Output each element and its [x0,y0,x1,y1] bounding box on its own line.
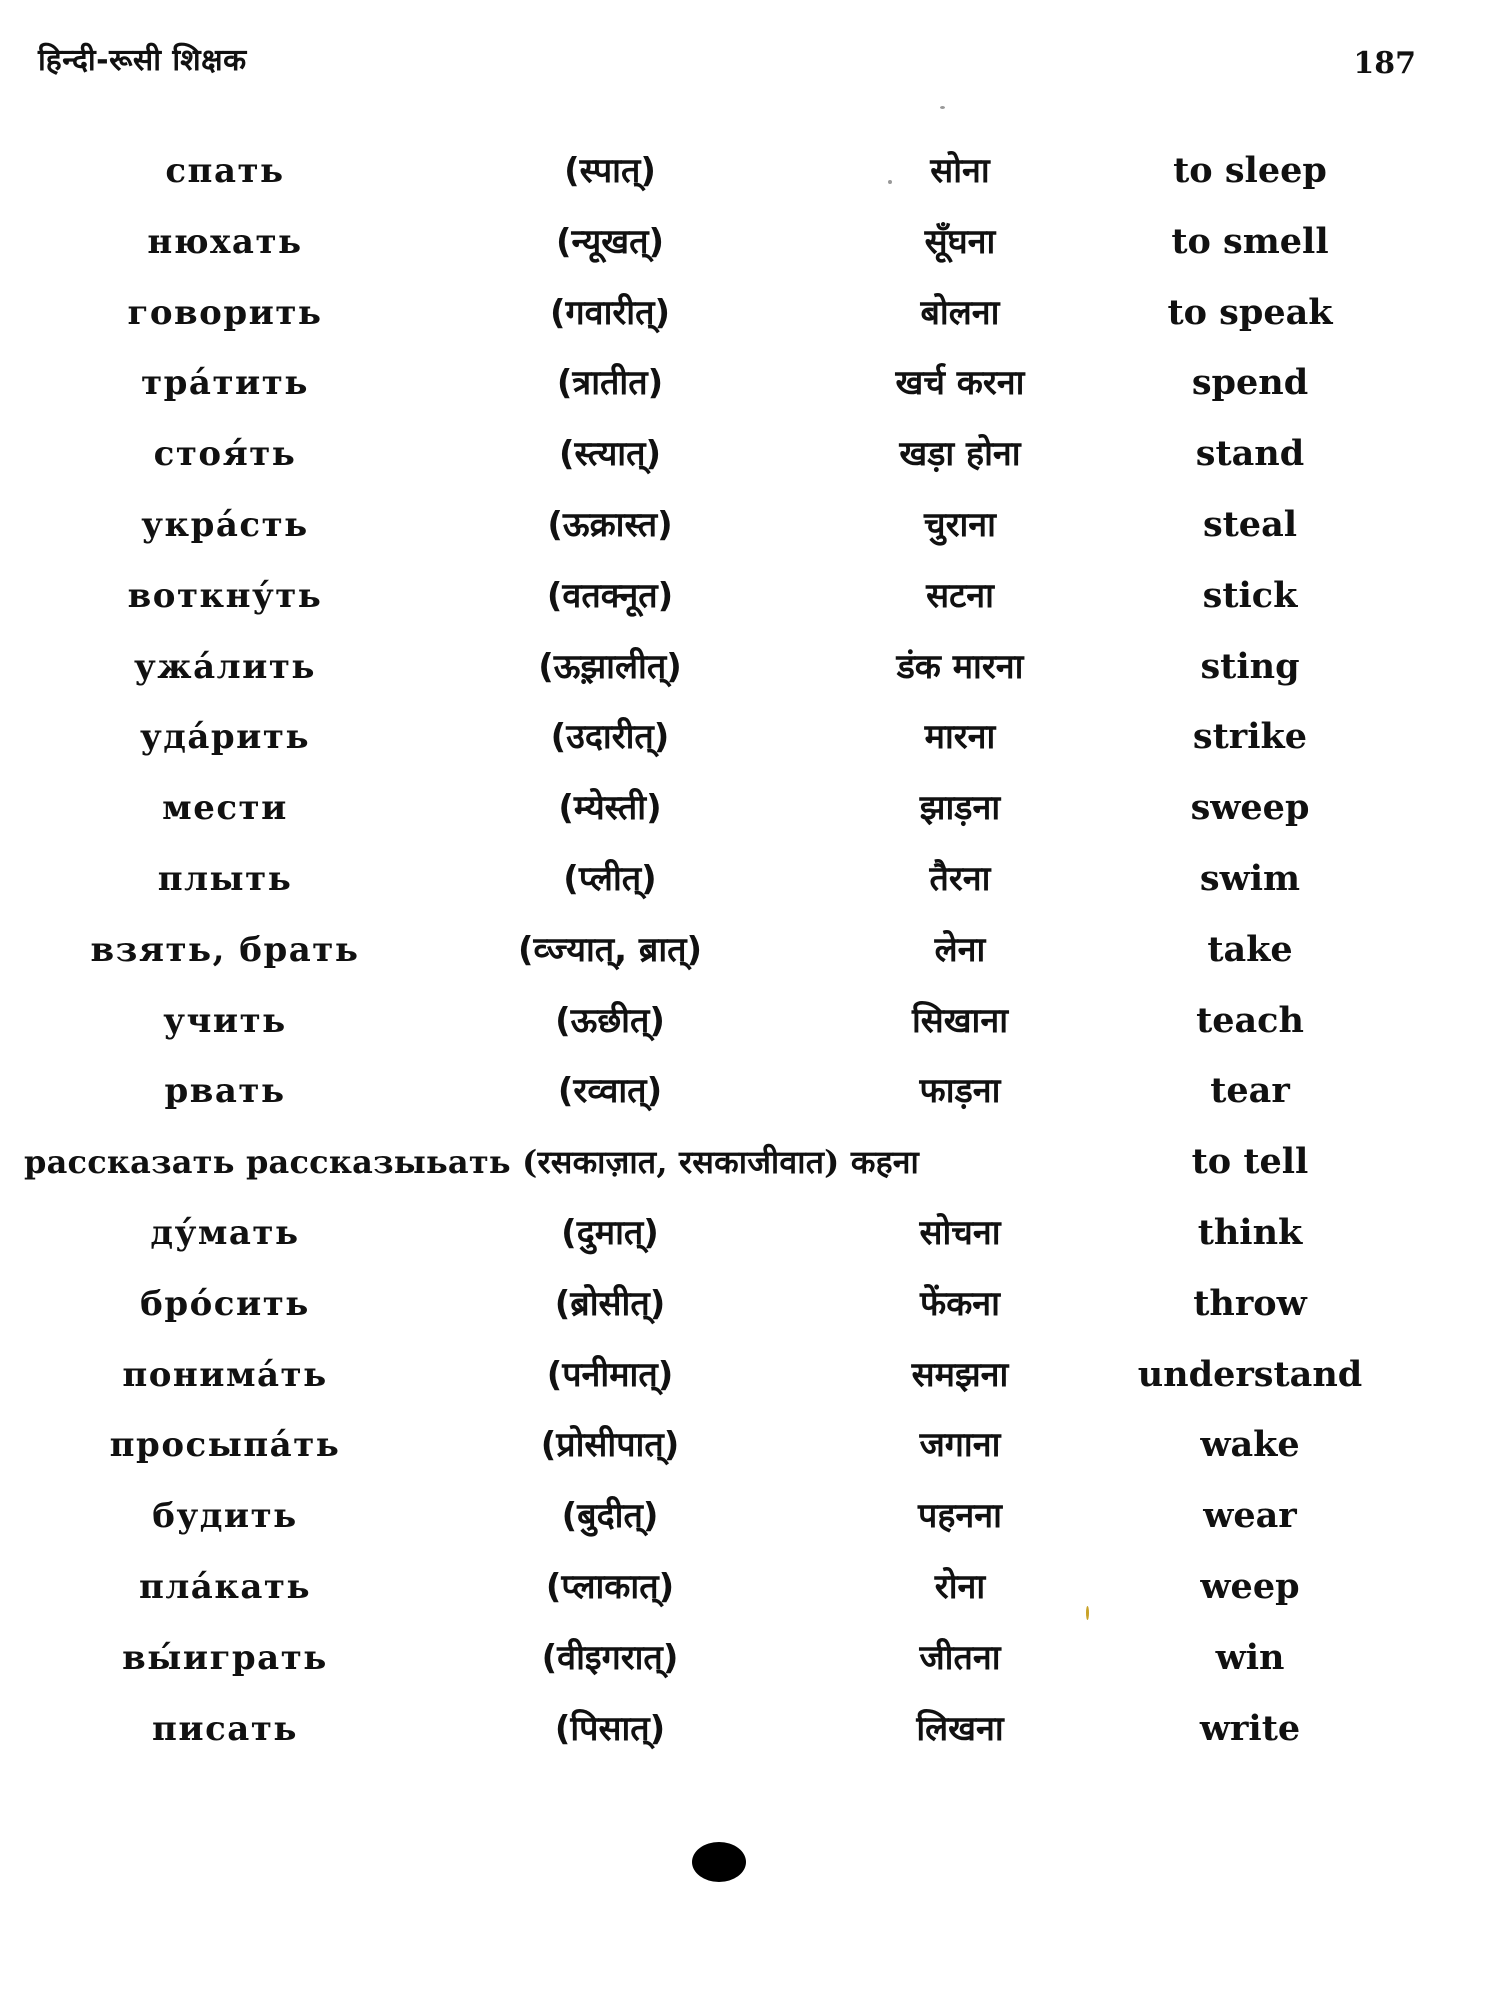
english-word: to tell [1191,1141,1309,1183]
transliteration: (दुमात्) [561,1212,659,1253]
transliteration: (ऊक्रास्त) [547,504,673,545]
english-word: stand [1195,433,1305,475]
table-row [0,348,1500,419]
english-word: think [1197,1211,1303,1253]
table-row [0,844,1500,915]
russian-word: вы́играть [122,1637,328,1678]
russian-word: мести [162,788,288,829]
russian-word: будить [152,1496,298,1537]
table-row [0,986,1500,1057]
english-word: to speak [1167,291,1333,333]
russian-word: бро́сить [140,1283,310,1324]
table-row [0,1481,1500,1552]
table-row [0,1269,1500,1340]
russian-word: нюхать [147,221,303,262]
russian-word: уда́рить [139,717,311,758]
english-word: wake [1200,1424,1300,1466]
hindi-word: फेंकना [919,1283,1000,1324]
hindi-word: झाड़ना [919,788,1001,829]
table-row [0,1127,1500,1198]
table-row [0,702,1500,773]
russian-word: понима́ть [122,1354,328,1395]
hindi-word: रोना [934,1566,986,1607]
hindi-word: खर्च करना [895,363,1025,404]
vocabulary-table [0,136,1500,1764]
table-row [0,1552,1500,1623]
english-word: spend [1191,362,1309,404]
combined-entry: рассказать рассказыьать (रसकाज़ात, रसकाजीवात) कहना [24,1143,920,1182]
russian-word: говорить [127,292,323,333]
hindi-word: पहनना [918,1496,1002,1537]
english-word: take [1207,928,1293,970]
transliteration: (वीइगरात्) [541,1637,679,1678]
english-word: sting [1200,645,1300,687]
russian-word: спать [165,151,285,191]
transliteration: (ऊछीत्) [555,1000,665,1041]
transliteration: (त्रातीत) [556,363,664,404]
table-row [0,1694,1500,1765]
russian-word: писать [152,1708,298,1749]
english-word: weep [1200,1565,1300,1607]
table-row [0,1410,1500,1481]
transliteration: (स्पात्) [564,151,656,191]
russian-word: укра́сть [141,504,309,545]
hindi-word: लिखना [916,1708,1004,1749]
transliteration: (ब्रोसीत्) [554,1283,666,1324]
english-word: to smell [1171,220,1329,262]
transliteration: (पिसात्) [554,1708,666,1749]
hindi-word: सोना [930,151,990,191]
english-word: throw [1193,1282,1307,1324]
transliteration: (न्यूखत्) [555,221,665,262]
english-word: win [1215,1636,1285,1678]
table-row [0,278,1500,349]
table-row [0,1340,1500,1411]
table-row [0,1623,1500,1694]
russian-word: пла́кать [138,1566,312,1607]
english-word: tear [1210,1070,1290,1112]
hindi-word: मारना [924,717,996,758]
hindi-word: सोचना [919,1212,1001,1253]
russian-word: тра́тить [141,363,309,404]
english-word: stick [1202,574,1298,616]
scan-speck [888,180,892,184]
english-word: steal [1202,503,1298,545]
table-row [0,632,1500,703]
russian-word: рвать [164,1071,286,1112]
table-row [0,773,1500,844]
transliteration: (वतक्नूत) [546,575,674,616]
page-end-dot [692,1842,746,1882]
table-row [0,490,1500,561]
page-number: 187 [1353,46,1416,81]
hindi-word: चुराना [924,504,996,545]
scan-speck [940,106,945,109]
hindi-word: सटना [926,575,994,616]
transliteration: (प्लीत्) [563,858,657,899]
scan-speck [1086,1606,1089,1620]
transliteration: (व्ज्यात्, ब्रात्) [517,929,703,970]
transliteration: (प्रोसीपात्) [540,1425,680,1466]
english-word: sweep [1190,787,1310,829]
russian-word: стоя́ть [153,434,297,475]
hindi-word: जीतना [919,1637,1001,1678]
english-word: swim [1199,857,1301,899]
transliteration: (पनीमात्) [546,1354,674,1395]
english-word: wear [1203,1495,1297,1537]
table-row [0,561,1500,632]
hindi-word: जगाना [919,1425,1001,1466]
transliteration: (उदारीत्) [550,717,670,758]
running-title: हिन्दी-रूसी शिक्षक [38,43,247,78]
transliteration: (बुदीत्) [561,1496,659,1537]
russian-word: взять, брать [90,929,360,970]
transliteration: (ऊझ़ालीत्) [538,646,682,687]
hindi-word: सूँघना [924,221,996,262]
transliteration: (रव्वात्) [557,1071,663,1112]
english-word: understand [1137,1353,1363,1395]
transliteration: (गवारीत्) [549,292,671,333]
table-row [0,419,1500,490]
hindi-word: फाड़ना [919,1071,1001,1112]
english-word: strike [1192,716,1308,758]
english-word: to sleep [1173,150,1327,191]
russian-word: плыть [157,858,293,899]
transliteration: (प्लाकात्) [545,1566,675,1607]
russian-word: просыпа́ть [109,1425,341,1466]
russian-word: ужа́лить [134,646,316,687]
hindi-word: समझना [911,1354,1009,1395]
hindi-word: लेना [934,929,986,970]
hindi-word: बोलना [920,292,1000,333]
table-row [0,1198,1500,1269]
hindi-word: सिखाना [911,1000,1009,1041]
transliteration: (म्येस्ती) [558,788,662,829]
table-row [0,1056,1500,1127]
transliteration: (स्त्यात्) [558,434,662,475]
table-row [0,207,1500,278]
russian-word: учить [163,1000,287,1041]
table-row [0,915,1500,986]
english-word: teach [1196,999,1304,1041]
hindi-word: डंक मारना [896,646,1024,687]
table-row [0,136,1500,207]
hindi-word: तैरना [929,858,991,899]
russian-word: воткну́ть [127,575,323,616]
english-word: write [1199,1707,1301,1749]
russian-word: ду́мать [150,1212,300,1253]
hindi-word: खड़ा होना [899,434,1021,475]
